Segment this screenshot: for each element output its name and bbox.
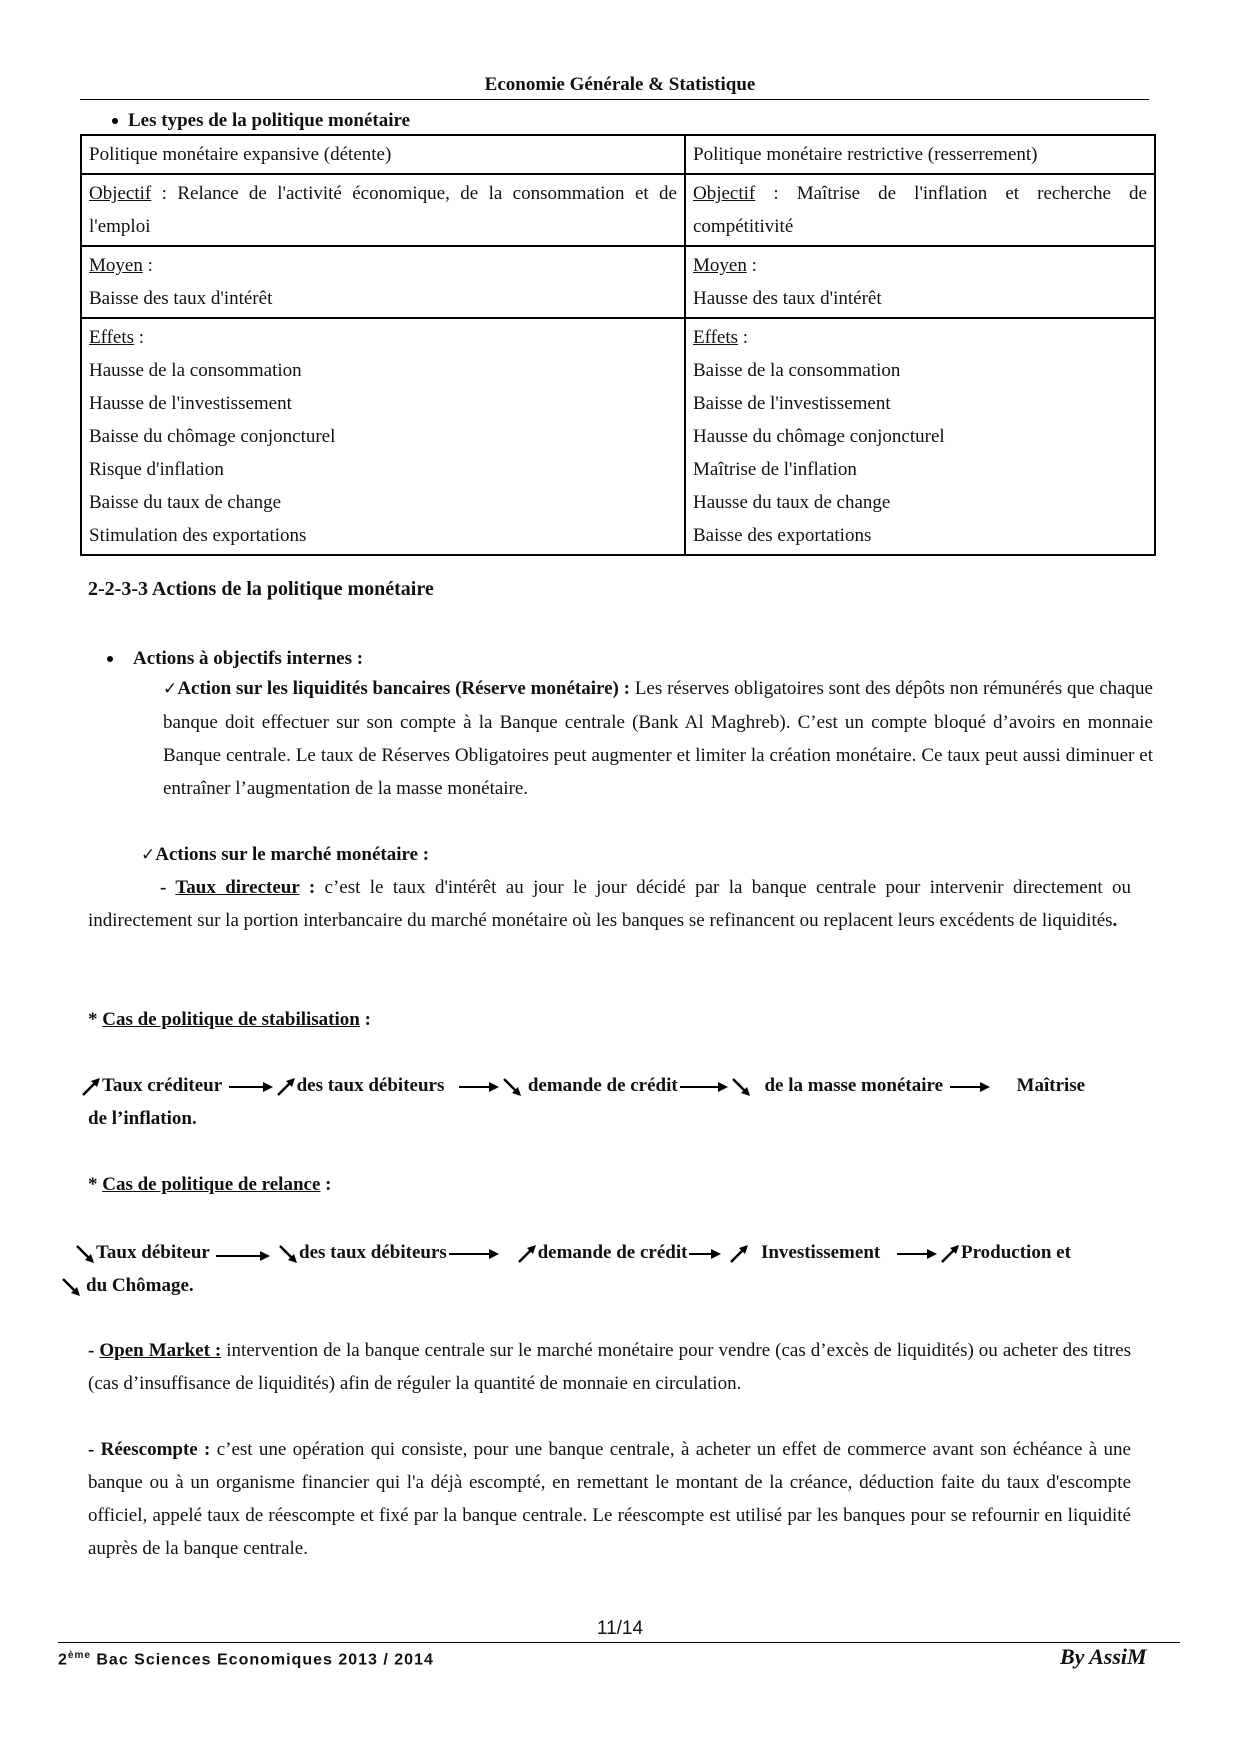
stab-step: de l’inflation. [88,1108,197,1129]
checkmark-icon: ✓ [163,679,178,699]
right-arrow-icon [948,1080,992,1094]
up-arrow-icon [516,1243,538,1265]
relance-flow [74,1236,1071,1269]
policy-types-table [80,134,1156,556]
relance-step: Taux débiteur [96,1242,210,1263]
expansive-effets: Effets : Hausse de la consommation Hausse de l'investissement Baisse du chômage conjoncturel Risque d'inflation Baisse du taux de change Stimulation des exportations [81,318,685,555]
relance-step: Investissement [760,1242,881,1263]
down-arrow-icon [74,1243,96,1265]
right-arrow-icon [687,1247,723,1261]
footer-level: 2ème Bac Sciences Economiques 2013 / 2014 [58,1650,434,1669]
down-arrow-icon [501,1076,523,1098]
stab-step: des taux débiteurs [296,1075,445,1096]
taux-directeur-paragraph: - Taux directeur : c’est le taux d'intérêt au jour le jour décidé par la banque centrale pour intervenir directement ou indirectement sur la portion interbancaire du marché monétaire où les banques se refinancent ou replacent leurs excédents de liquidités. [88,877,1131,931]
page-number: 11/14 [596,1618,644,1639]
restrictive-effets: Effets : Baisse de la consommation Baisse de l'investissement Hausse du chômage conjoncturel Maîtrise de l'inflation Hausse du taux de change Baisse des exportations [685,318,1155,555]
expansive-moyen: Moyen : Baisse des taux d'intérêt [81,246,685,318]
header-rule [80,99,1149,100]
internal-actions-title: Actions à objectifs internes : [133,642,363,675]
down-arrow-icon [277,1243,299,1265]
relance-flow-line2 [60,1269,194,1302]
footer-rule [58,1642,1180,1643]
expansive-heading: Politique monétaire expansive (détente) [81,135,685,174]
stab-step: de la masse monétaire [764,1075,944,1096]
right-arrow-icon [447,1247,501,1261]
page-header-title: Economie Générale & Statistique [484,74,756,95]
table-row [81,318,1155,555]
liquidites-paragraph: ✓Action sur les liquidités bancaires (Réserve monétaire) : Les réserves obligatoires sont des dépôts non rémunérés que chaque banque doit effectuer sur son compte à la Banque centrale (Bank Al Maghreb). C’est un compte bloqué d’avoirs en monnaie Banque centrale. Le taux de Réserves Obligatoires peut augmenter et limiter la création monétaire. Ce taux peut aussi diminuer et entraîner l’augmentation de la masse monétaire. [163,678,1153,799]
up-arrow-icon [728,1243,750,1265]
right-arrow-icon [227,1080,275,1094]
stab-step: demande de crédit [527,1075,678,1096]
table-row [81,246,1155,318]
table-row [81,135,1155,174]
relance-step: du Chômage. [86,1275,194,1296]
restrictive-moyen: Moyen : Hausse des taux d'intérêt [685,246,1155,318]
restrictive-heading: Politique monétaire restrictive (resserrement) [685,135,1155,174]
section-title: 2-2-3-3 Actions de la politique monétaire [88,578,434,600]
right-arrow-icon [214,1245,272,1263]
stabilisation-flow [80,1069,1085,1102]
reescompte-paragraph: - Réescompte : c’est une opération qui consiste, pour une banque centrale, à acheter un effet de commerce avant son échéance à une banque ou à un organisme financier qui l'a déjà escompté, en remettant le montant de la créance, déduction faite du taux d'escompte officiel, appelé taux de réescompte et fixé par la banque centrale. Le réescompte est utilisé par les banques pour se refournir en liquidité auprès de la banque centrale. [88,1439,1131,1559]
up-arrow-icon [80,1076,102,1098]
open-market-paragraph: - Open Market : intervention de la banque centrale sur le marché monétaire pour vendre (cas d’excès de liquidités) ou acheter des titres (cas d’insuffisance de liquidités) afin de réguler la quantité de monnaie en circulation. [88,1340,1131,1394]
checkmark-icon: ✓ [141,845,156,865]
stab-step: Maîtrise [1016,1075,1086,1096]
footer-author: By AssiM [1060,1644,1147,1669]
up-arrow-icon [939,1243,961,1265]
relance-step: Production et [960,1242,1071,1263]
bullet-icon [112,118,118,124]
table-row [81,174,1155,246]
down-arrow-icon [60,1276,82,1298]
up-arrow-icon [275,1076,297,1098]
relance-step: demande de crédit [537,1242,688,1263]
relance-title: * Cas de politique de relance : [88,1174,332,1195]
right-arrow-icon [895,1247,939,1261]
right-arrow-icon [457,1080,501,1094]
marche-title: ✓Actions sur le marché monétaire : [141,844,430,865]
down-arrow-icon [730,1076,752,1098]
stab-step: Taux créditeur [102,1075,222,1096]
right-arrow-icon [678,1080,730,1094]
bullet-icon [107,656,113,662]
restrictive-objectif: Objectif : Maîtrise de l'inflation et recherche de compétitivité [685,174,1155,246]
stabilisation-title: * Cas de politique de stabilisation : [88,1009,371,1030]
relance-step: des taux débiteurs [299,1242,447,1263]
types-section-title: Les types de la politique monétaire [128,110,410,132]
expansive-objectif: Objectif : Relance de l'activité économique, de la consommation et de l'emploi [81,174,685,246]
